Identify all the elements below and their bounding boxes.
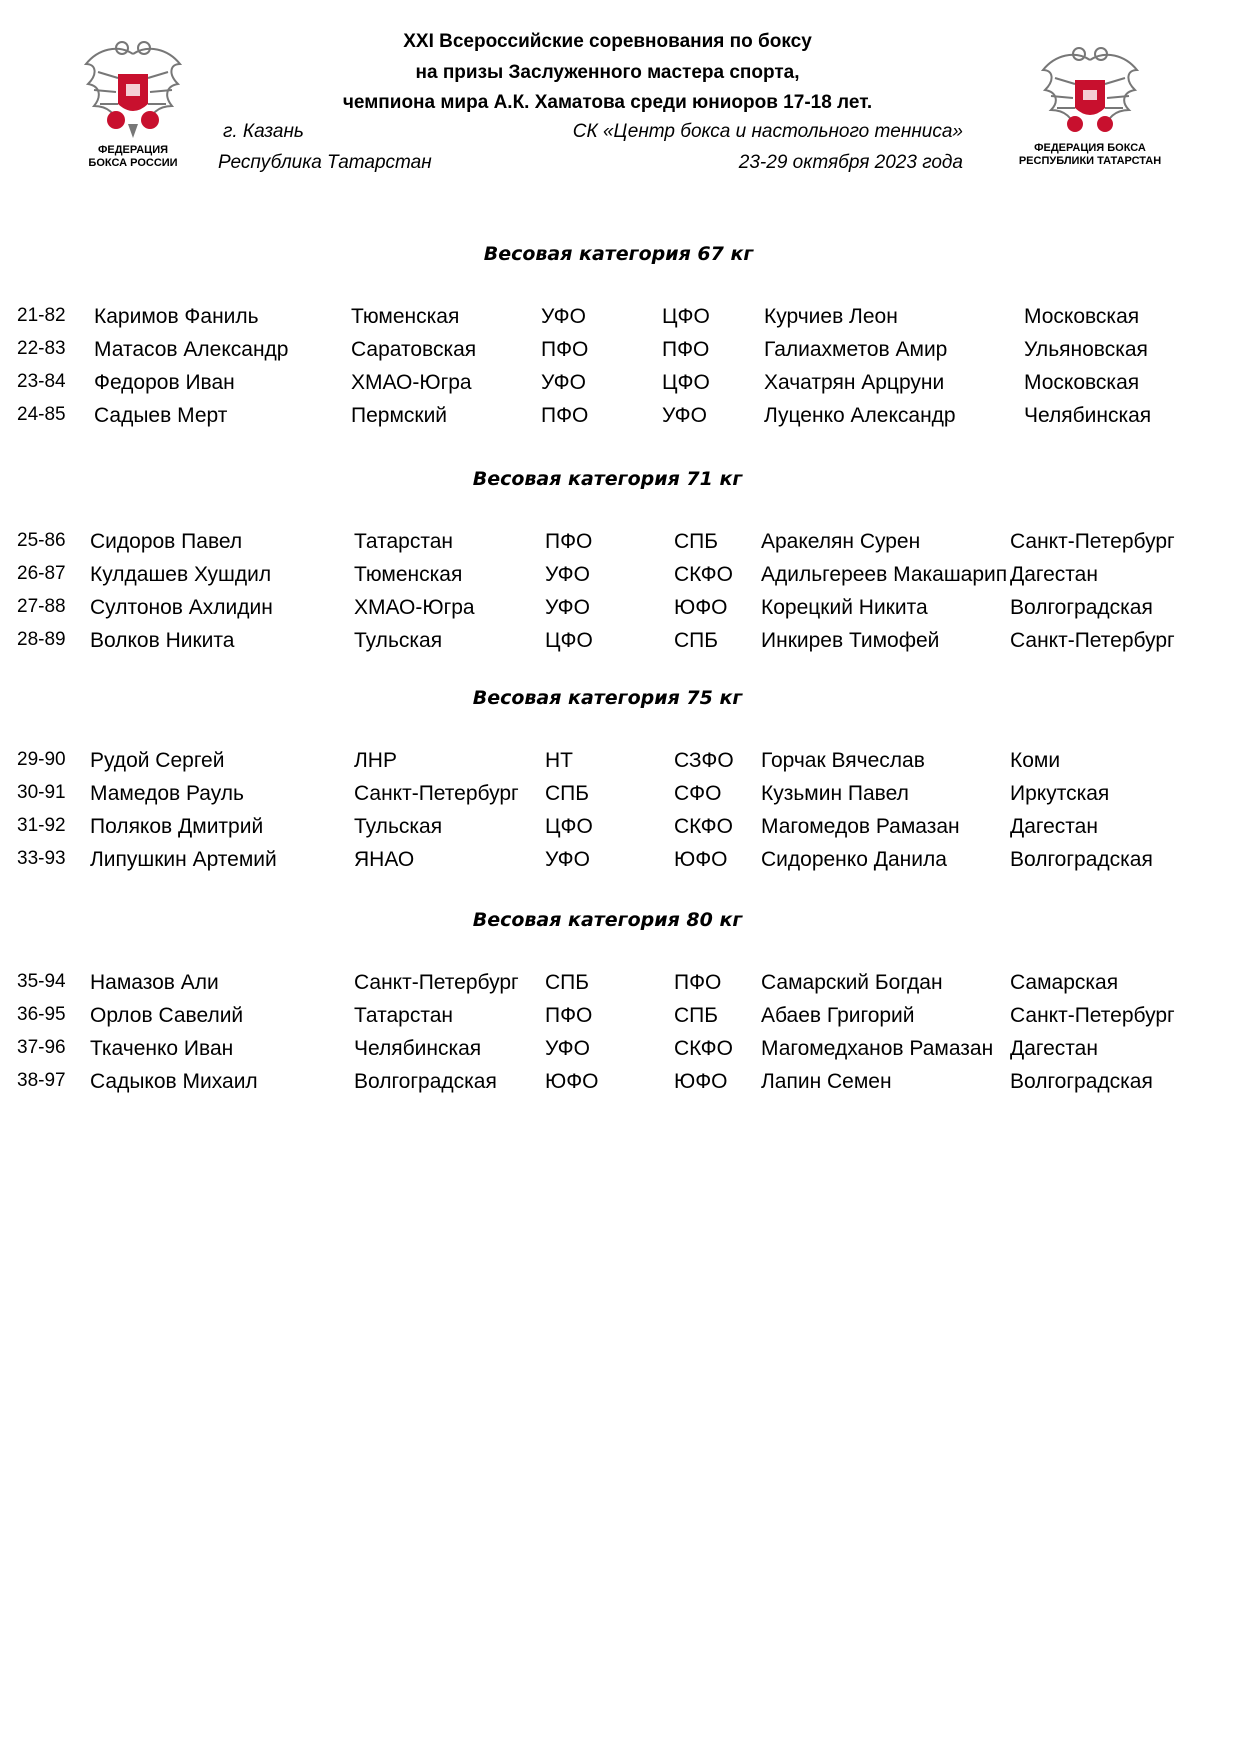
- bout-blue-district: СПБ: [674, 1004, 719, 1027]
- bout-row: [0, 530, 1241, 560]
- bout-red-district: УФО: [545, 596, 590, 619]
- bout-blue-district: ЮФО: [674, 848, 728, 871]
- bout-red-district: УФО: [541, 305, 586, 328]
- bout-red-name: Кулдашев Хушдил: [90, 563, 272, 586]
- weight-category-heading: Весовая категория 67 кг: [483, 243, 754, 265]
- bout-blue-district: ПФО: [674, 971, 722, 994]
- weight-category-heading: Весовая категория 71 кг: [472, 468, 743, 490]
- bout-num: 26-87: [17, 563, 66, 584]
- bout-blue-region: Санкт-Петербург: [1010, 1004, 1175, 1027]
- bout-red-name: Матасов Александр: [94, 338, 289, 361]
- bout-blue-name: Курчиев Леон: [764, 305, 898, 328]
- bout-red-name: Ткаченко Иван: [90, 1037, 234, 1060]
- bout-blue-region: Самарская: [1010, 971, 1119, 994]
- logo-right-caption-line-2: РЕСПУБЛИКИ ТАТАРСТАН: [1018, 155, 1162, 167]
- bout-row: [0, 815, 1241, 845]
- bout-blue-district: ПФО: [662, 338, 710, 361]
- bout-row: [0, 848, 1241, 878]
- bout-red-region: ХМАО-Югра: [351, 371, 472, 394]
- bout-row: [0, 1004, 1241, 1034]
- bout-num: 23-84: [17, 371, 66, 392]
- bout-blue-name: Аракелян Сурен: [761, 530, 921, 553]
- logo-left-caption-line-1: ФЕДЕРАЦИЯ: [97, 144, 169, 156]
- bout-num: 36-95: [17, 1004, 66, 1025]
- bout-row: [0, 563, 1241, 593]
- bout-red-district: ЦФО: [545, 629, 593, 652]
- logo-left-caption-line-2: БОКСА РОССИИ: [88, 157, 178, 169]
- bout-red-name: Рудой Сергей: [90, 749, 225, 772]
- bout-blue-region: Московская: [1024, 305, 1140, 328]
- bout-red-region: Тульская: [354, 629, 443, 652]
- bout-row: [0, 971, 1241, 1001]
- bout-red-region: ЛНР: [354, 749, 397, 772]
- bout-red-region: ХМАО-Югра: [354, 596, 475, 619]
- bout-row: [0, 404, 1241, 434]
- bout-blue-region: Коми: [1010, 749, 1061, 772]
- bout-blue-name: Инкирев Тимофей: [761, 629, 940, 652]
- bout-blue-district: УФО: [662, 404, 707, 427]
- bout-red-region: Пермский: [351, 404, 448, 427]
- bout-red-district: СПБ: [545, 782, 590, 805]
- bout-red-district: УФО: [545, 1037, 590, 1060]
- venue: СК «Центр бокса и настольного тенниса»: [572, 121, 963, 142]
- title-line-3: чемпиона мира А.К. Хаматова среди юниоров 17-18 лет.: [342, 92, 873, 113]
- bout-red-region: Татарстан: [354, 530, 454, 553]
- bout-blue-name: Хачатрян Арцруни: [764, 371, 945, 394]
- bout-blue-district: СФО: [674, 782, 722, 805]
- bout-red-name: Каримов Фаниль: [94, 305, 259, 328]
- bout-red-name: Намазов Али: [90, 971, 219, 994]
- bout-blue-region: Челябинская: [1024, 404, 1152, 427]
- bout-num: 22-83: [17, 338, 66, 359]
- bout-red-name: Поляков Дмитрий: [90, 815, 264, 838]
- bout-blue-district: ЮФО: [674, 596, 728, 619]
- bout-num: 24-85: [17, 404, 66, 425]
- bout-red-district: ПФО: [545, 1004, 593, 1027]
- bout-blue-name: Сидоренко Данила: [761, 848, 947, 871]
- bout-blue-name: Магомедов Рамазан: [761, 815, 960, 838]
- bout-blue-district: СПБ: [674, 629, 719, 652]
- bout-num: 27-88: [17, 596, 66, 617]
- bout-blue-region: Дагестан: [1010, 815, 1098, 838]
- bout-blue-district: СЗФО: [674, 749, 734, 772]
- bout-red-name: Сидоров Павел: [90, 530, 243, 553]
- bout-num: 37-96: [17, 1037, 66, 1058]
- bout-blue-region: Ульяновская: [1024, 338, 1148, 361]
- bout-red-name: Султонов Ахлидин: [90, 596, 273, 619]
- bout-row: [0, 629, 1241, 659]
- bout-row: [0, 596, 1241, 626]
- bout-blue-name: Лапин Семен: [761, 1070, 892, 1093]
- bout-blue-region: Московская: [1024, 371, 1140, 394]
- region: Республика Татарстан: [218, 152, 432, 173]
- bout-blue-name: Корецкий Никита: [761, 596, 928, 619]
- bout-red-district: ПФО: [541, 338, 589, 361]
- bout-num: 25-86: [17, 530, 66, 551]
- bout-blue-district: СКФО: [674, 815, 733, 838]
- bout-blue-name: Магомедханов Рамазан: [761, 1037, 994, 1060]
- bout-red-district: ПФО: [545, 530, 593, 553]
- bout-row: [0, 782, 1241, 812]
- bout-blue-region: Дагестан: [1010, 563, 1098, 586]
- bout-blue-district: ЮФО: [674, 1070, 728, 1093]
- bout-blue-region: Волгоградская: [1010, 596, 1153, 619]
- bout-blue-district: СКФО: [674, 563, 733, 586]
- bout-blue-name: Адильгереев Макашарип: [761, 563, 1008, 586]
- bout-blue-name: Луценко Александр: [764, 404, 956, 427]
- bout-blue-district: СКФО: [674, 1037, 733, 1060]
- bout-row: [0, 338, 1241, 368]
- bout-row: [0, 371, 1241, 401]
- bout-red-name: Липушкин Артемий: [90, 848, 277, 871]
- bout-red-district: ЦФО: [545, 815, 593, 838]
- bout-red-district: ЮФО: [545, 1070, 599, 1093]
- bout-blue-name: Галиахметов Амир: [764, 338, 948, 361]
- bout-red-region: Санкт-Петербург: [354, 782, 519, 805]
- bout-red-region: Волгоградская: [354, 1070, 497, 1093]
- bout-red-district: УФО: [545, 848, 590, 871]
- bout-red-name: Волков Никита: [90, 629, 235, 652]
- bout-num: 29-90: [17, 749, 66, 770]
- bout-red-region: Санкт-Петербург: [354, 971, 519, 994]
- city: г. Казань: [223, 121, 304, 142]
- bout-blue-region: Санкт-Петербург: [1010, 530, 1175, 553]
- bout-num: 38-97: [17, 1070, 66, 1091]
- title-line-1: XXI Всероссийские соревнования по боксу: [403, 31, 812, 52]
- bout-row: [0, 1037, 1241, 1067]
- bout-red-region: Челябинская: [354, 1037, 482, 1060]
- bout-red-name: Садыков Михаил: [90, 1070, 258, 1093]
- bout-red-name: Орлов Савелий: [90, 1004, 244, 1027]
- bout-red-region: Саратовская: [351, 338, 477, 361]
- bout-num: 28-89: [17, 629, 66, 650]
- bout-red-region: Тюменская: [354, 563, 463, 586]
- bout-num: 35-94: [17, 971, 66, 992]
- bout-red-district: УФО: [541, 371, 586, 394]
- bout-row: [0, 305, 1241, 335]
- bout-num: 31-92: [17, 815, 66, 836]
- bout-num: 33-93: [17, 848, 66, 869]
- bout-red-name: Федоров Иван: [94, 371, 235, 394]
- weight-category-heading: Весовая категория 80 кг: [472, 909, 743, 931]
- dates: 23-29 октября 2023 года: [738, 152, 963, 173]
- bout-red-district: УФО: [545, 563, 590, 586]
- bout-blue-region: Волгоградская: [1010, 1070, 1153, 1093]
- bout-red-region: Тюменская: [351, 305, 460, 328]
- bout-row: [0, 749, 1241, 779]
- bout-num: 21-82: [17, 305, 66, 326]
- bout-red-district: СПБ: [545, 971, 590, 994]
- bout-blue-name: Горчак Вячеслав: [761, 749, 925, 772]
- bout-blue-region: Санкт-Петербург: [1010, 629, 1175, 652]
- bout-row: [0, 1070, 1241, 1100]
- bout-red-region: Татарстан: [354, 1004, 454, 1027]
- bout-blue-district: ЦФО: [662, 371, 710, 394]
- bout-blue-district: СПБ: [674, 530, 719, 553]
- bout-red-region: ЯНАО: [354, 848, 415, 871]
- bout-red-name: Садыев Мерт: [94, 404, 228, 427]
- bout-red-district: ПФО: [541, 404, 589, 427]
- bout-blue-region: Волгоградская: [1010, 848, 1153, 871]
- bout-red-district: НТ: [545, 749, 573, 772]
- bout-red-name: Мамедов Рауль: [90, 782, 244, 805]
- bout-blue-district: ЦФО: [662, 305, 710, 328]
- bout-red-region: Тульская: [354, 815, 443, 838]
- title-line-2: на призы Заслуженного мастера спорта,: [415, 62, 800, 83]
- bout-blue-name: Кузьмин Павел: [761, 782, 909, 805]
- bout-blue-region: Иркутская: [1010, 782, 1110, 805]
- bout-blue-name: Абаев Григорий: [761, 1004, 915, 1027]
- bout-blue-name: Самарский Богдан: [761, 971, 943, 994]
- bout-blue-region: Дагестан: [1010, 1037, 1098, 1060]
- weight-category-heading: Весовая категория 75 кг: [472, 687, 743, 709]
- bout-num: 30-91: [17, 782, 66, 803]
- logo-right-caption-line-1: ФЕДЕРАЦИЯ БОКСА: [1034, 142, 1146, 154]
